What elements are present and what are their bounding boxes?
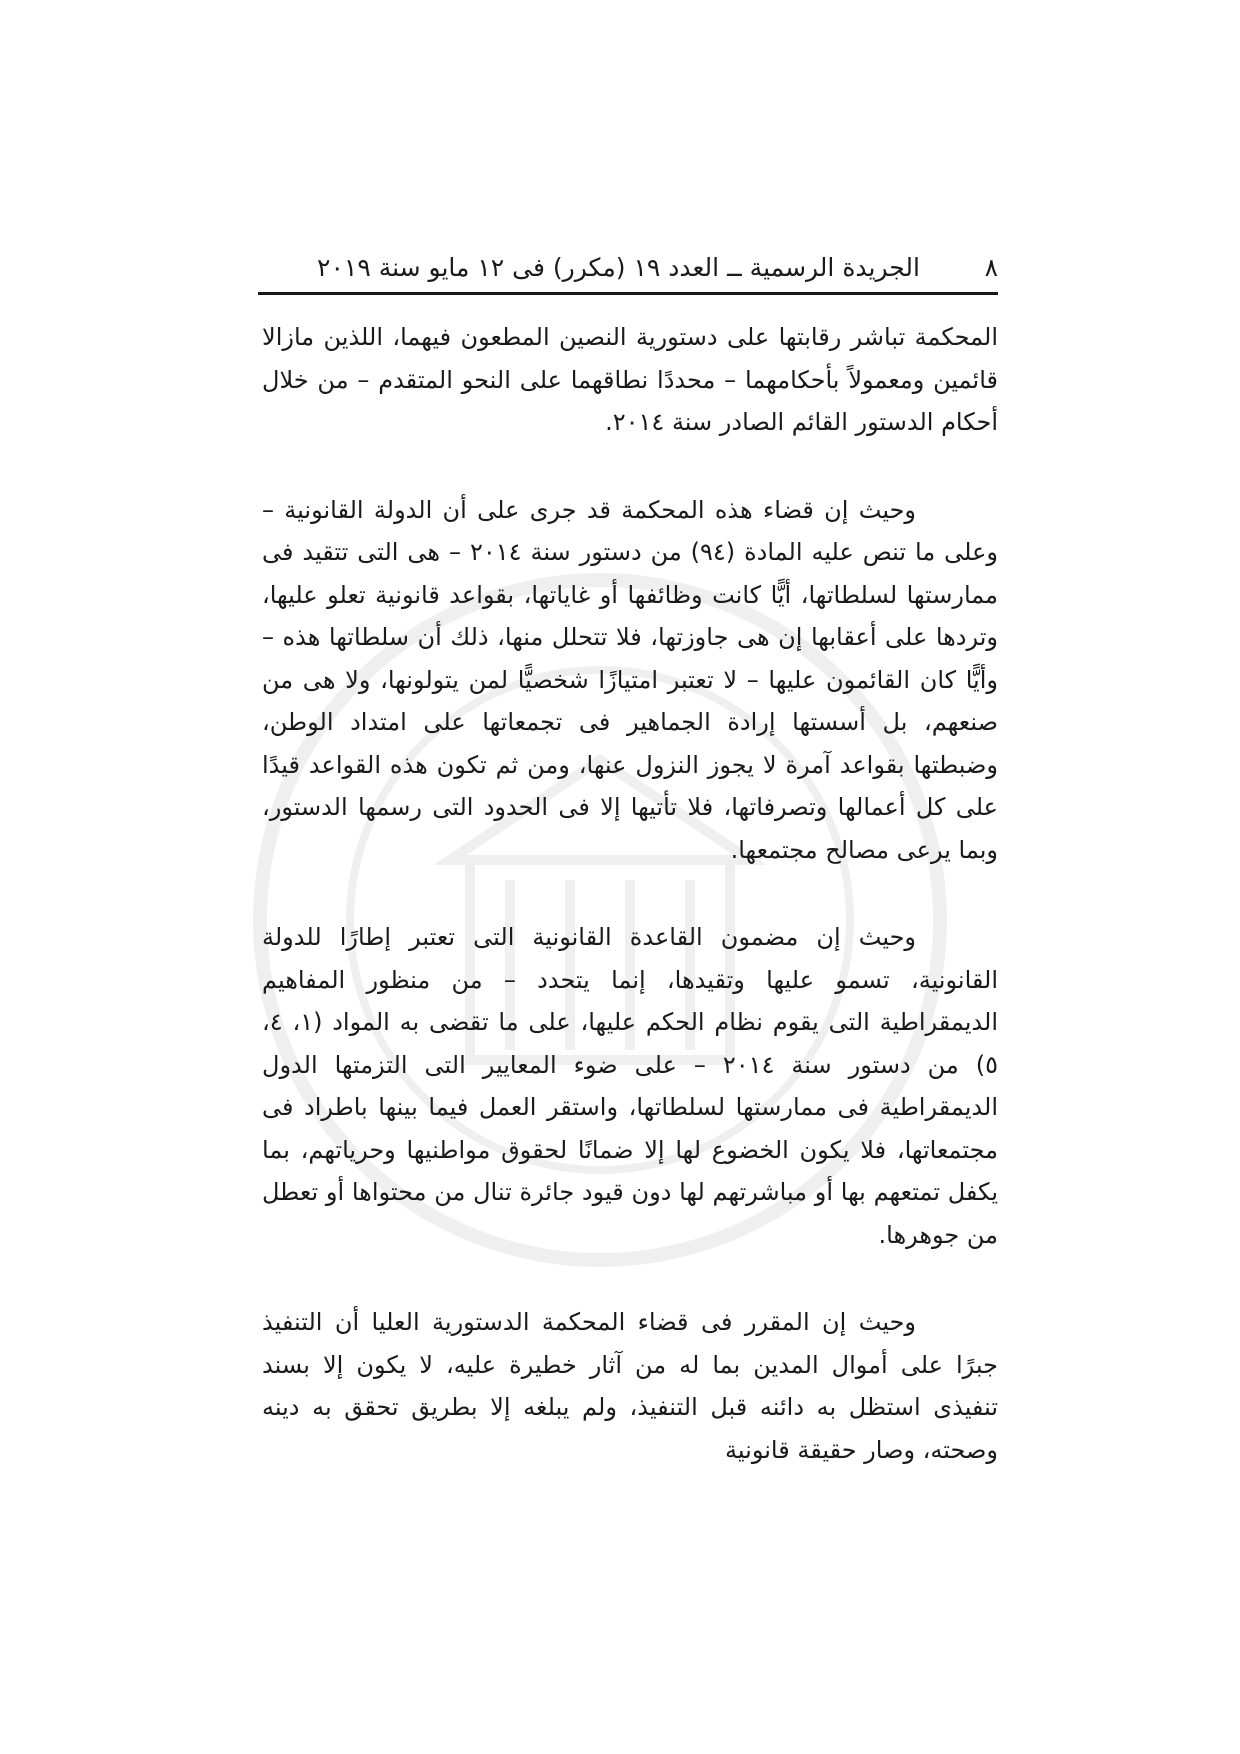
page-number: ٨ [984, 253, 998, 282]
paragraph-4: وحيث إن المقرر فى قضاء المحكمة الدستورية العليا أن التنفيذ جبرًا على أموال المدين بما له من آثار خطيرة عليه، لا يكون إلا بسند تنفيذى استظل به دائنه قبل التنفيذ، ولم يبلغه إلا بطريق تحقق به دينه وصحته، وصار حقيقة قانونية [262, 1308, 998, 1464]
document-body [262, 316, 998, 1471]
gazette-title: الجريدة الرسمية ــ العدد ١٩ (مكرر) فى ١٢ مايو سنة ٢٠١٩ [317, 253, 920, 282]
paragraph-3: وحيث إن مضمون القاعدة القانونية التى تعتبر إطارًا للدولة القانونية، تسمو عليها وتقيدها، إنما يتحدد – من منظور المفاهيم الديمقراطية التى يقوم نظام الحكم عليها، على ما تقضى به المواد (١، ٤، ٥) من دستور سنة ٢٠١٤ – على ضوء المعايير التى التزمتها الدول الديمقراطية فى ممارستها لسلطاتها، واستقر العمل فيما بينها باطراد فى مجتمعاتها، فلا يكون الخضوع لها إلا ضمانًا لحقوق مواطنيها وحرياتهم، بما يكفل تمتعهم بها أو مباشرتهم لها دون قيود جائرة تنال من محتواها أو تعطل من جوهرها. [262, 923, 999, 1249]
header-divider [258, 292, 998, 295]
paragraph-2: وحيث إن قضاء هذه المحكمة قد جرى على أن الدولة القانونية – وعلى ما تنص عليه المادة (٩٤) من دستور سنة ٢٠١٤ – هى التى تتقيد فى ممارستها لسلطاتها، أيًّا كانت وظائفها أو غاياتها، بقواعد قانونية تعلو عليها، وتردها على أعقابها إن هى جاوزتها، فلا تتحلل منها، ذلك أن سلطاتها هذه – وأيًّا كان القائمون عليها – لا تعتبر امتيازًا شخصيًّا لمن يتولونها، ولا هى من صنعهم، بل أسستها إرادة الجماهير فى تجمعاتها على امتداد الوطن، وضبطتها بقواعد آمرة لا يجوز النزول عنها، ومن ثم تكون هذه القواعد قيدًا على كل أعمالها وتصرفاتها، فلا تأتيها إلا فى الحدود التى رسمها الدستور، وبما يرعى مصالح مجتمعها. [262, 495, 998, 864]
paragraph-1: المحكمة تباشر رقابتها على دستورية النصين المطعون فيهما، اللذين مازالا قائمين ومعمولاً بأحكامهما – محددًا نطاقهما على النحو المتقدم – من خلال أحكام الدستور القائم الصادر سنة ٢٠١٤. [262, 323, 998, 436]
page-header [258, 246, 998, 290]
